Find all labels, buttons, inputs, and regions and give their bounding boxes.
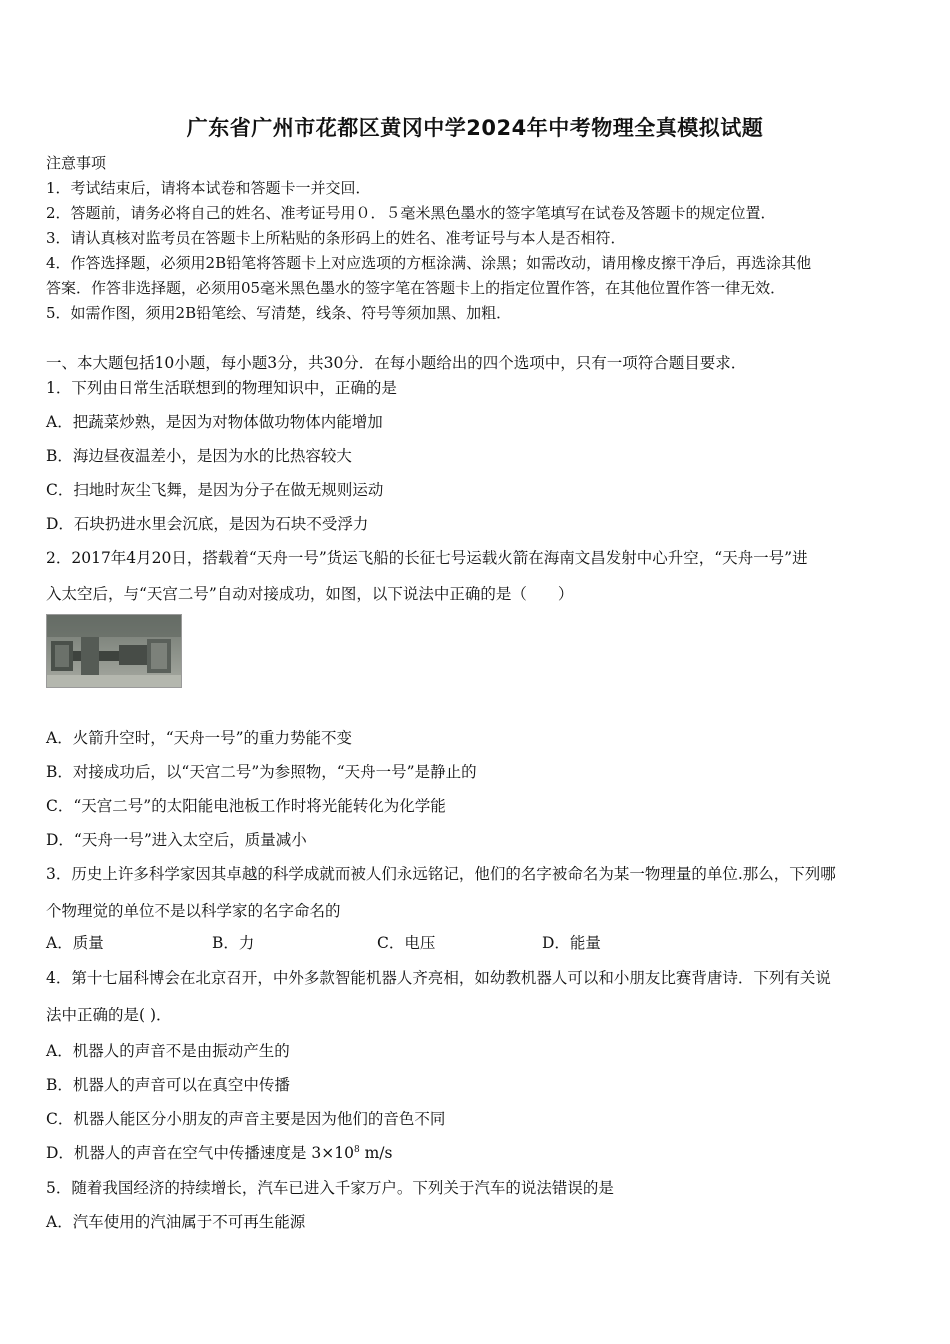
exponent: 8 xyxy=(353,1144,360,1155)
notice-item: 4．作答选择题，必须用2B铅笔将答题卡上对应选项的方框涂满、涂黑；如需改动，请用橡皮擦干净后，再选涂其他 xyxy=(46,254,812,272)
notice-item: 2．答题前，请务必将自己的姓名、准考证号用０．５毫米黑色墨水的签字笔填写在试卷及答题卡的规定位置． xyxy=(46,204,776,222)
question-4-option-b: B．机器人的声音可以在真空中传播 xyxy=(46,1076,290,1094)
question-4-option-d xyxy=(46,1141,392,1163)
question-3-option-c: C．电压 xyxy=(377,934,436,952)
question-1-option-a: A．把蔬菜炒熟，是因为对物体做功物体内能增加 xyxy=(46,413,383,431)
notice-item: 5．如需作图，须用2B铅笔绘、写清楚，线条、符号等须加黑、加粗． xyxy=(46,304,512,322)
question-3-stem: 3．历史上许多科学家因其卓越的科学成就而被人们永远铭记，他们的名字被命名为某一物理量的单位.那么，下列哪 xyxy=(46,865,836,883)
question-1-stem: 1．下列由日常生活联想到的物理知识中，正确的是 xyxy=(46,379,397,397)
question-2-option-d: D．“天舟一号”进入太空后，质量减小 xyxy=(46,831,307,849)
question-2-option-c: C．“天宫二号”的太阳能电池板工作时将光能转化为化学能 xyxy=(46,797,446,815)
section-heading: 一、本大题包括10小题，每小题3分，共30分．在每小题给出的四个选项中，只有一项符合题目要求． xyxy=(46,354,747,372)
question-2-stem-cont: 入太空后，与“天宫二号”自动对接成功，如图，以下说法中正确的是（ ） xyxy=(46,585,574,603)
notice-item: 答案．作答非选择题，必须用05毫米黑色墨水的签字笔在答题卡上的指定位置作答，在其他位置作答一律无效． xyxy=(46,279,786,297)
question-3-option-a: A．质量 xyxy=(46,934,104,952)
question-1-option-c: C．扫地时灰尘飞舞，是因为分子在做无规则运动 xyxy=(46,481,384,499)
question-4-option-d-text: D．机器人的声音在空气中传播速度是 3×10 xyxy=(46,1144,354,1162)
question-5-option-a: A．汽车使用的汽油属于不可再生能源 xyxy=(46,1213,306,1231)
question-3-stem-cont: 个物理觉的单位不是以科学家的名字命名的 xyxy=(46,902,341,920)
question-2-stem: 2．2017年4月20日，搭载着“天舟一号”货运飞船的长征七号运载火箭在海南文昌发射中心升空，“天舟一号”进 xyxy=(46,549,808,567)
page-title: 广东省广州市花都区黄冈中学2024年中考物理全真模拟试题 xyxy=(186,116,764,140)
question-4-option-c: C．机器人能区分小朋友的声音主要是因为他们的音色不同 xyxy=(46,1110,446,1128)
question-4-option-a: A．机器人的声音不是由振动产生的 xyxy=(46,1042,290,1060)
notice-heading: 注意事项 xyxy=(46,154,107,172)
question-4-stem-cont: 法中正确的是( )． xyxy=(46,1006,172,1024)
notice-item: 1．考试结束后，请将本试卷和答题卡一并交回． xyxy=(46,179,371,197)
question-3-option-d: D．能量 xyxy=(542,934,601,952)
question-3-options xyxy=(46,931,746,953)
question-4-stem: 4．第十七届科博会在北京召开，中外多款智能机器人齐亮相，如幼教机器人可以和小朋友比赛背唐诗．下列有关说 xyxy=(46,969,831,987)
docking-photo xyxy=(46,614,182,688)
unit: m/s xyxy=(359,1144,393,1162)
question-1-option-b: B．海边昼夜温差小，是因为水的比热容较大 xyxy=(46,447,352,465)
spacecraft-docking-image xyxy=(47,615,181,687)
question-3-option-b: B．力 xyxy=(212,934,255,952)
notice-item: 3．请认真核对监考员在答题卡上所粘贴的条形码上的姓名、准考证号与本人是否相符． xyxy=(46,229,626,247)
question-2-option-b: B．对接成功后，以“天宫二号”为参照物，“天舟一号”是静止的 xyxy=(46,763,477,781)
question-2-option-a: A．火箭升空时，“天舟一号”的重力势能不变 xyxy=(46,729,353,747)
question-5-stem: 5．随着我国经济的持续增长，汽车已进入千家万户。下列关于汽车的说法错误的是 xyxy=(46,1179,614,1197)
question-1-option-d: D．石块扔进水里会沉底，是因为石块不受浮力 xyxy=(46,515,369,533)
